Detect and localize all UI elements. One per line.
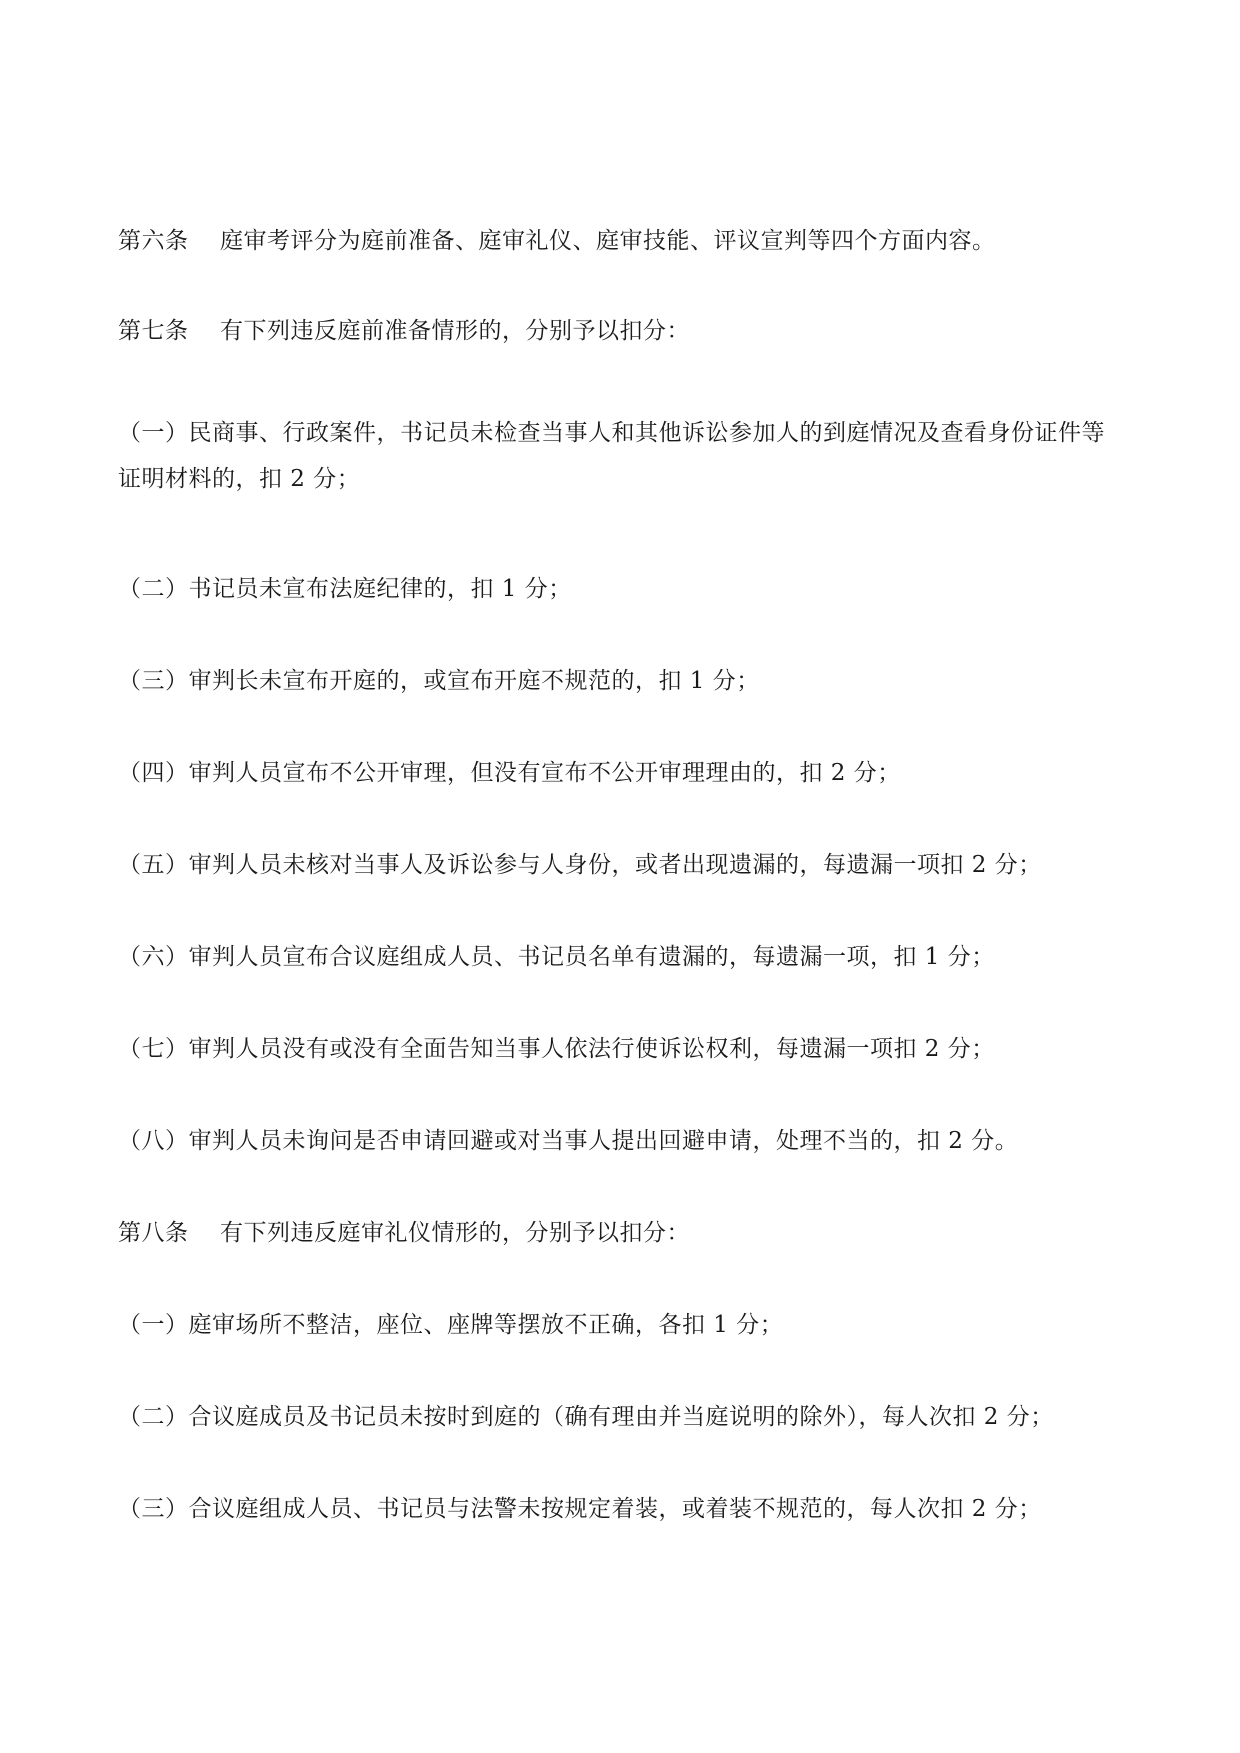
article-7-item-7: （七）审判人员没有或没有全面告知当事人依法行使诉讼权利，每遗漏一项扣 2 分； [118, 1036, 995, 1062]
article-7-item-8: （八）审判人员未询问是否申请回避或对当事人提出回避申请，处理不当的，扣 2 分。 [118, 1128, 1019, 1154]
article-7-text: 有下列违反庭前准备情形的，分别予以扣分： [220, 318, 690, 344]
article-6 [118, 218, 1128, 264]
article-8-item-2: （二）合议庭成员及书记员未按时到庭的（确有理由并当庭说明的除外），每人次扣 2 分； [118, 1404, 1054, 1430]
article-7-item-3: （三）审判长未宣布开庭的，或宣布开庭不规范的，扣 1 分； [118, 668, 760, 694]
article-8-heading: 第八条 [118, 1220, 189, 1246]
article-7-item-6: （六）审判人员宣布合议庭组成人员、书记员名单有遗漏的，每遗漏一项，扣 1 分； [118, 944, 995, 970]
article-7-item-4: （四）审判人员宣布不公开审理，但没有宣布不公开审理理由的，扣 2 分； [118, 760, 901, 786]
article-6-heading: 第六条 [118, 228, 189, 254]
article-8-text: 有下列违反庭审礼仪情形的，分别予以扣分： [220, 1220, 690, 1246]
article-6-text: 庭审考评分为庭前准备、庭审礼仪、庭审技能、评议宣判等四个方面内容。 [220, 228, 996, 254]
article-8-item-3: （三）合议庭组成人员、书记员与法警未按规定着装，或着装不规范的，每人次扣 2 分； [118, 1496, 1042, 1522]
article-7 [118, 308, 1128, 354]
article-8-item-1: （一）庭审场所不整洁，座位、座牌等摆放不正确，各扣 1 分； [118, 1312, 784, 1338]
article-7-item-5: （五）审判人员未核对当事人及诉讼参与人身份，或者出现遗漏的，每遗漏一项扣 2 分； [118, 852, 1042, 878]
article-7-item-2: （二）书记员未宣布法庭纪律的，扣 1 分； [118, 576, 572, 602]
article-7-item-1: （一）民商事、行政案件，书记员未检查当事人和其他诉讼参加人的到庭情况及查看身份证件等证明材料的，扣 2 分； [118, 420, 1105, 492]
article-8 [118, 1210, 1128, 1256]
article-7-heading: 第七条 [118, 318, 189, 344]
